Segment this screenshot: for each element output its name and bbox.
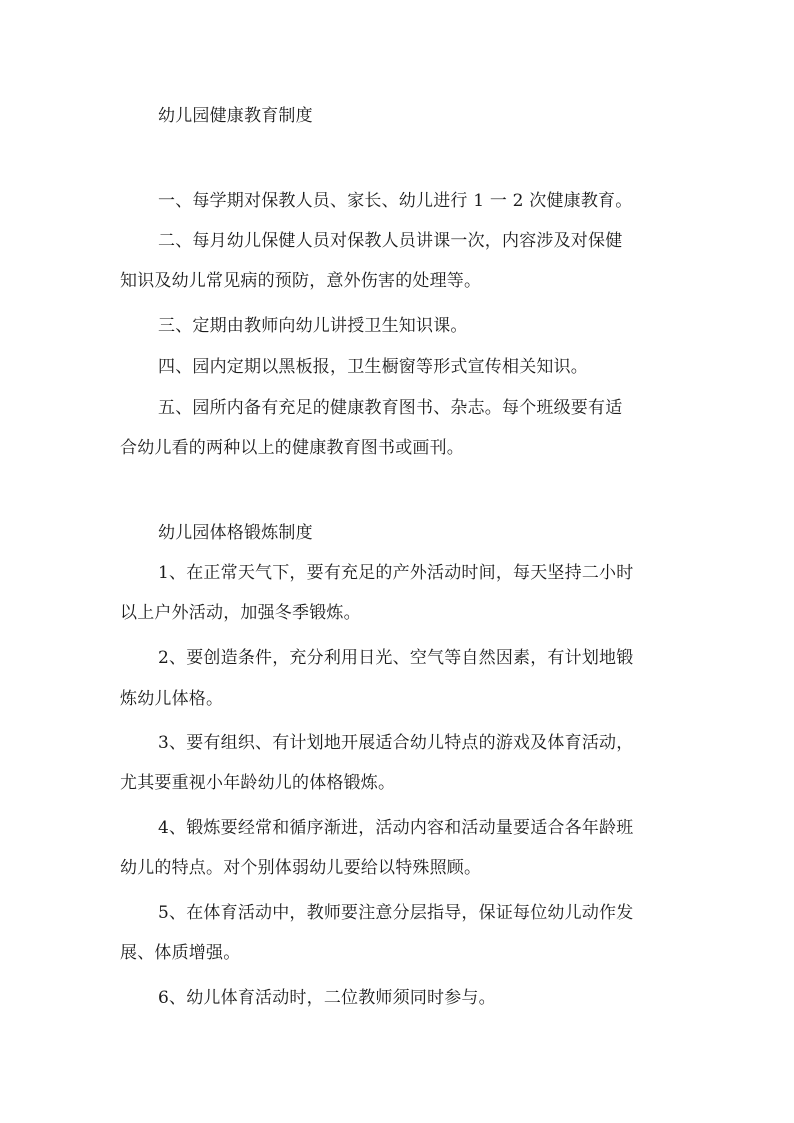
exercise-item-6: 6、幼儿体育活动时，二位教师须同时参与。: [158, 988, 496, 1008]
section-title-physical-exercise: 幼儿园体格锻炼制度: [158, 523, 313, 543]
health-item-2-line-1: 二、每月幼儿保健人员对保教人员讲课一次，内容涉及对保健: [158, 231, 623, 251]
health-item-2-line-2: 知识及幼儿常见病的预防，意外伤害的处理等。: [120, 271, 482, 291]
exercise-item-2-line-1: 2、要创造条件，充分利用日光、空气等自然因素，有计划地锻: [158, 648, 634, 668]
exercise-item-3-line-2: 尤其要重视小年龄幼儿的体格锻炼。: [120, 773, 396, 793]
exercise-item-1-line-1: 1、在正常天气下，要有充足的产外活动时间，每天坚持二小时: [158, 563, 634, 583]
exercise-item-4-line-2: 幼儿的特点。对个别体弱幼儿要给以特殊照顾。: [120, 858, 482, 878]
health-item-4: 四、园内定期以黑板报，卫生橱窗等形式宣传相关知识。: [158, 357, 588, 377]
health-item-5-line-2: 合幼儿看的两种以上的健康教育图书或画刊。: [120, 438, 464, 458]
section-title-health-education: 幼儿园健康教育制度: [158, 106, 313, 126]
health-item-5-line-1: 五、园所内备有充足的健康教育图书、杂志。每个班级要有适: [158, 398, 623, 418]
exercise-item-2-line-2: 炼幼儿体格。: [120, 689, 224, 709]
health-item-3: 三、定期由教师向幼儿讲授卫生知识课。: [158, 316, 468, 336]
exercise-item-5-line-1: 5、在体育活动中，教师要注意分层指导，保证每位幼儿动作发: [158, 903, 634, 923]
exercise-item-5-line-2: 展、体质增强。: [120, 943, 241, 963]
exercise-item-4-line-1: 4、锻炼要经常和循序渐进，活动内容和活动量要适合各年龄班: [158, 818, 634, 838]
exercise-item-3-line-1: 3、要有组织、有计划地开展适合幼儿特点的游戏及体育活动，: [158, 733, 634, 753]
exercise-item-1-line-2: 以上户外活动，加强冬季锻炼。: [120, 603, 361, 623]
health-item-1: 一、每学期对保教人员、家长、幼儿进行 1 一 2 次健康教育。: [158, 191, 633, 211]
